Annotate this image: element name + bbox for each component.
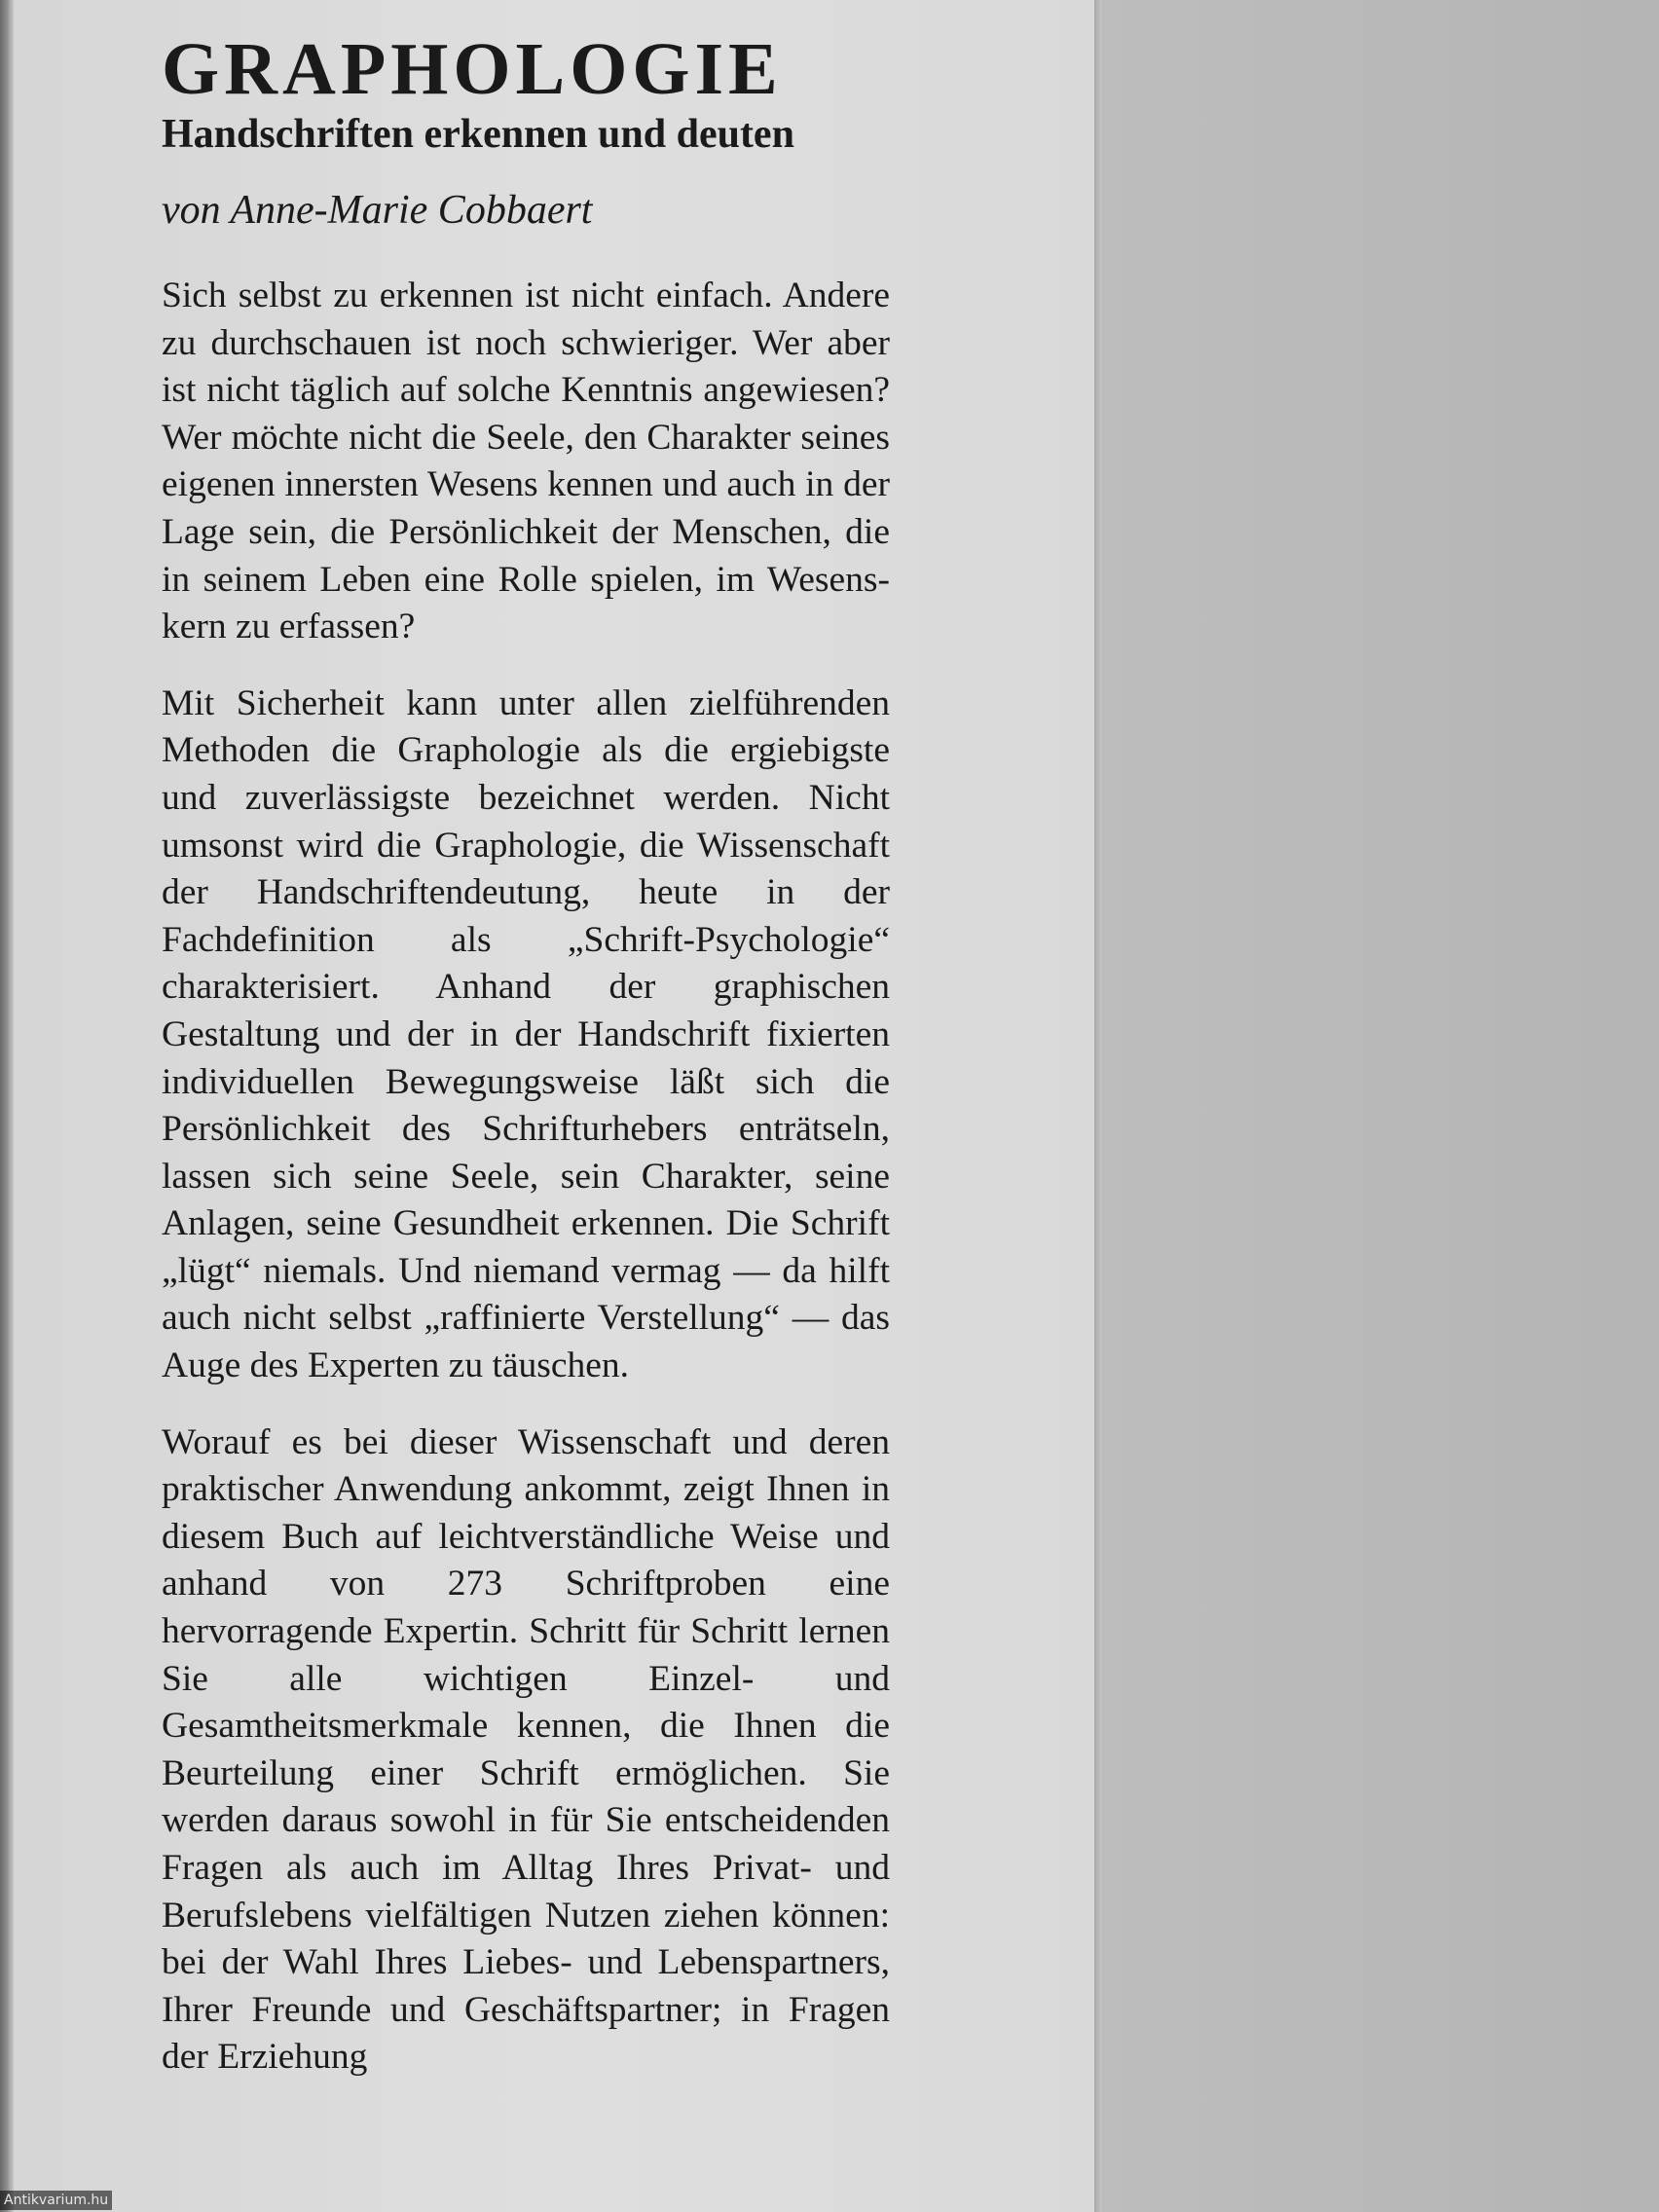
page-edge-shadow	[0, 0, 14, 2212]
book-title: GRAPHOLOGIE	[162, 28, 783, 110]
blurb-paragraph-2: Mit Sicherheit kann unter allen zielführenden Methoden die Graphologie als die ergiebigste und zuverlässigste bezeichnet werden. Nicht umsonst wird die Graphologie, die Wissenschaft der Handschriftendeutung, heute in der Fachdefinition als „Schrift-Psychologie“ charakterisiert. Anhand der graphischen Gestaltung und der in der Handschrift fixierten individuellen Bewegungsweise läßt sich die Persönlichkeit des Schrifturhebers enträtseln, lassen sich seine Seele, sein Charakter, seine Anlagen, seine Gesundheit erkennen. Die Schrift „lügt“ niemals. Und niemand vermag — da hilft auch nicht selbst „raffinierte Verstellung“ — das Auge des Experten zu täuschen.	[162, 682, 890, 1386]
flap-fold	[1094, 0, 1102, 2212]
flap-text	[162, 27, 890, 2082]
book-subtitle: Handschriften erkennen und deuten	[162, 112, 794, 157]
watermark: Antikvarium.hu	[0, 2191, 112, 2210]
blurb-paragraph-3: Worauf es bei dieser Wissenschaft und deren praktischer Anwendung ankommt, zeigt Ihnen in diesem Buch auf leichtverständliche Weise und anhand von 273 Schriftproben eine hervorragende Expertin. Schritt für Schritt lernen Sie alle wichtigen Einzel- und Gesamtheitsmerkmale kennen, die Ihnen die Beurteilung einer Schrift ermöglichen. Sie werden daraus sowohl in für Sie entscheidenden Fragen als auch im Alltag Ihres Privat- und Berufslebens vielfältigen Nutzen ziehen können: bei der Wahl Ihres Liebes- und Lebenspartners, Ihrer Freunde und Geschäftspartner; in Fragen der Erziehung	[162, 1421, 890, 2078]
blurb-paragraph-1: Sich selbst zu erkennen ist nicht einfach. Andere zu durchschauen ist noch schwieriger. Wer aber ist nicht täglich auf solche Kenntnis angewiesen? Wer möchte nicht die Seele, den Charakter seines eigenen innersten Wesens kennen und auch in der Lage sein, die Persönlichkeit der Menschen, die in seinem Leben eine Rolle spielen, im Wesenskern zu erfassen?	[162, 276, 890, 647]
book-author: von Anne-Marie Cobbaert	[162, 188, 593, 233]
